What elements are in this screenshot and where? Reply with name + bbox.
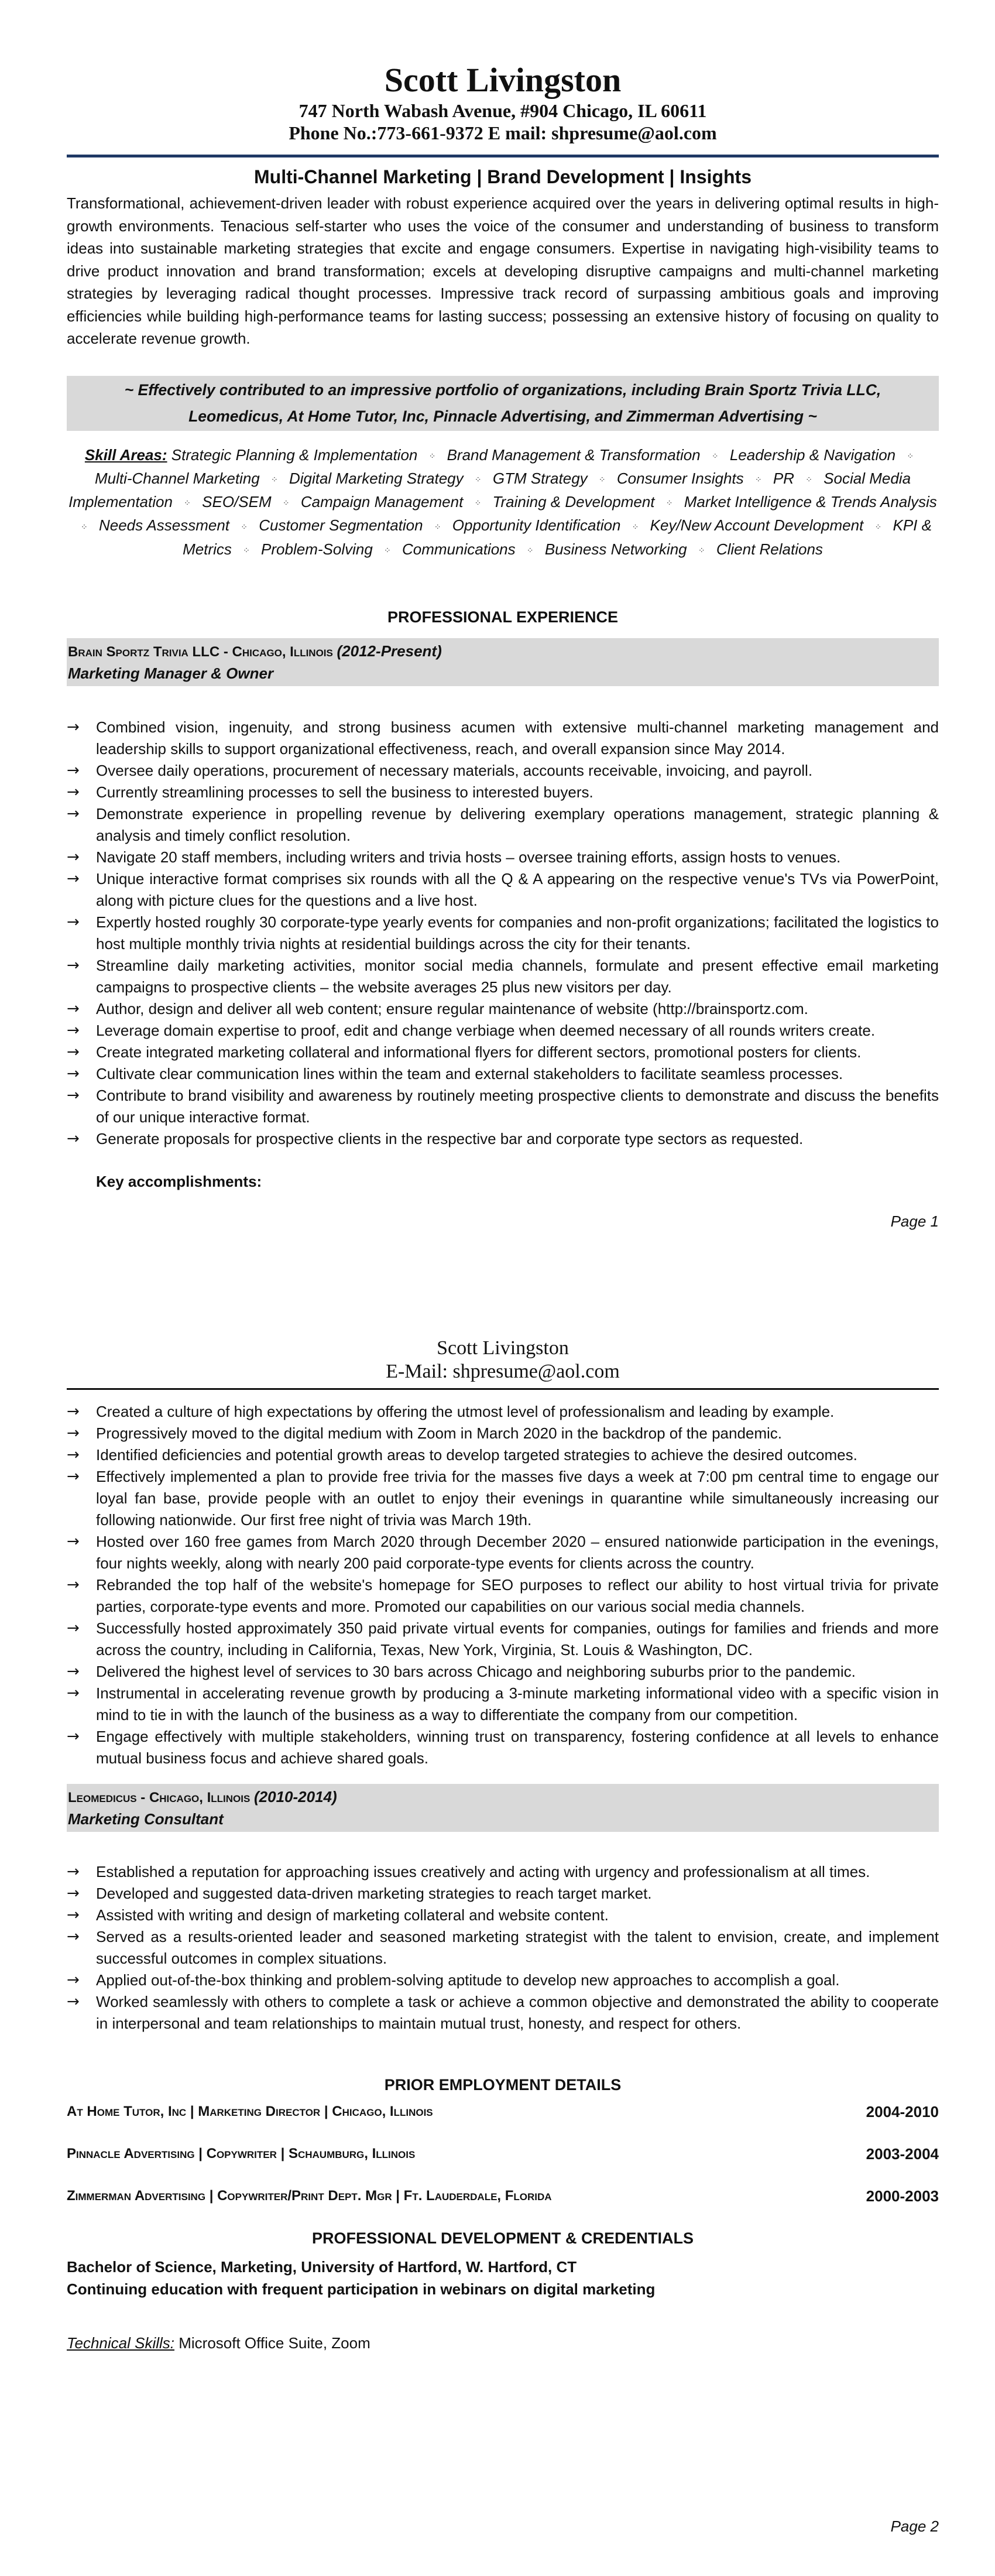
bullet-text: Engage effectively with multiple stakeholders, winning trust on transparency, fostering confidence at all levels to enhance mutual business focus and achieve shared goals. [96,1728,939,1767]
skill-item: Communications [402,540,516,558]
bullet-item [67,1618,939,1661]
skill-areas-label: Skill Areas: [84,446,167,464]
bullet-text: Create integrated marketing collateral and informational flyers for different sectors, promotional posters for clients. [96,1043,862,1061]
page-number-2: Page 2 [890,2517,939,2535]
arrow-icon: → [67,1424,80,1442]
job-company-line [68,640,938,663]
arrow-icon: → [67,1468,80,1485]
bullet-text: Created a culture of high expectations by offering the utmost level of professionalism and leading by example. [96,1403,835,1420]
bullet-item [67,1574,939,1618]
bullet-text: Successfully hosted approximately 350 paid private virtual events for companies, outings for families and friends and more across the country, including in California, Texas, New York, Virginia, St. Louis & Washington, DC. [96,1619,939,1659]
technical-skills-label: Technical Skills: [67,2334,175,2352]
skill-item: Brand Management & Transformation [447,446,701,464]
bullet-item [67,1683,939,1726]
arrow-icon: → [67,805,80,823]
arrow-icon: → [67,783,80,801]
skill-item: GTM Strategy [492,470,588,488]
prior-employer: Pinnacle Advertising | Copywriter | Schaumburg, Illinois [67,2146,416,2161]
headline: Multi-Channel Marketing | Brand Development | Insights [254,166,752,187]
bullet-text: Worked seamlessly with others to complete a task or achieve a common objective and demonstrated the ability to cooperate in interpersonal and team relationships to maintain mutual trust, honesty, and respect for others. [96,1993,939,2032]
bullet-item [67,1926,939,1969]
bullet-item [67,1726,939,1769]
bullet-item [67,1466,939,1531]
bullet-item [67,1401,939,1423]
skill-separator: ⁘ [474,475,482,485]
bullet-text: Author, design and deliver all web content; ensure regular maintenance of website (http://brainsportz.com. [96,1000,808,1018]
skill-separator: ⁘ [434,522,441,532]
key-accomplishments-label: Key accomplishments: [96,1173,262,1190]
prior-employment-row [67,2143,939,2164]
arrow-icon: → [67,1130,80,1147]
continuing-education: Continuing education with frequent participation in webinars on digital marketing [67,2280,656,2298]
skill-item: Customer Segmentation [259,516,423,535]
bullet-text: Combined vision, ingenuity, and strong business acumen with extensive multi-channel marketing management and leadership skills to support organizational effectiveness, reach, and overall expansion since May 2014. [96,718,939,758]
bullet-item [67,1085,939,1128]
bullet-text: Established a reputation for approaching issues creatively and acting with urgency and professionalism at all times. [96,1863,870,1880]
arrow-icon: → [67,1087,80,1104]
page-2 [0,1268,995,2576]
page-1 [0,0,995,1268]
bullet-text: Applied out-of-the-box thinking and problem-solving aptitude to develop new approaches to accomplish a goal. [96,1971,840,1989]
arrow-icon: → [67,913,80,931]
skill-separator: ⁘ [81,522,88,532]
skill-separator: ⁘ [698,545,705,555]
arrow-icon: → [67,1663,80,1680]
arrow-icon: → [67,1022,80,1039]
skill-item: Client Relations [716,540,823,558]
arrow-icon: → [67,1619,80,1637]
bullet-item [67,717,939,760]
bullet-text: Demonstrate experience in propelling revenue by delivering exemplary operations management, strategic planning & analysis and timely conflict resolution. [96,805,939,844]
bullet-item [67,1991,939,2034]
job1-bullet-list [67,717,939,1150]
arrow-icon: → [67,1043,80,1061]
bullet-text: Served as a results-oriented leader and seasoned marketing strategist with the talent to envision, create, and implement successful outcomes in complex situations. [96,1928,939,1967]
bullet-text: Hosted over 160 free games from March 2020 through December 2020 – ensured nationwide participation in the evenings, four nights weekly, along with nearly 200 paid corporate-type events for clients across the country. [96,1533,939,1572]
skill-item: Strategic Planning & Implementation [171,446,418,464]
job-header-leomedicus [67,1784,939,1832]
bullet-text: Effectively implemented a plan to provide free trivia for the masses five days a week at 7:00 pm central time to engage our loyal fan base, provide people with an outlet to enjoy their evenings in quarantine while simultaneously increasing our following nationwide. Our first free night of trivia was March 19th. [96,1468,939,1529]
job-header-brain-sportz [67,638,939,686]
skill-separator: ⁘ [907,451,914,461]
skill-item: Opportunity Identification [452,516,621,535]
skill-item: PR [773,470,794,488]
skill-item: Training & Development [492,493,655,511]
bullet-text: Progressively moved to the digital medium with Zoom in March 2020 in the backdrop of the pandemic. [96,1424,783,1442]
skill-separator: ⁘ [474,498,482,508]
skill-separator: ⁘ [754,475,762,485]
skill-areas [67,444,939,561]
prior-employment-row [67,2186,939,2207]
bullet-text: Expertly hosted roughly 30 corporate-type yearly events for companies and non-profit organizations; facilitated the logistics to host multiple monthly trivia nights at residential buildings across the city for their tenants. [96,913,939,953]
bullet-text: Contribute to brand visibility and awareness by routinely meeting prospective clients to demonstrate and discuss the benefits of our unique interactive format. [96,1087,939,1126]
arrow-icon: → [67,1533,80,1550]
technical-skills [67,2332,939,2354]
bullet-text: Rebranded the top half of the website's homepage for SEO purposes to reflect our ability to host virtual trivia for private parties, corporate-type events and more. Promoted our capabilities on our various social media channels. [96,1576,939,1615]
bullet-text: Assisted with writing and design of marketing collateral and website content. [96,1906,609,1924]
prior-employment-row [67,2101,939,2122]
bullet-item [67,1904,939,1926]
skill-item: KPI & Metrics [183,516,932,558]
job-company-line [68,1786,938,1808]
bullet-text: Delivered the highest level of services to 30 bars across Chicago and neighboring suburbs prior to the pandemic. [96,1663,856,1680]
summary-paragraph: Transformational, achievement-driven leader with robust experience acquired over the years in delivering optimal results in high-growth environments. Tenacious self-starter who uses the voice of the consumer and understanding of business to transform ideas into sustainable marketing strategies that excite and engage consumers. Expertise in navigating high-visibility teams to drive product innovation and brand transformation; excels at developing disruptive campaigns and multi-channel marketing strategies by leveraging radical thought processes. Impressive track record of surpassing ambitious goals and improving efficiencies while building high-performance teams for lasting success; possessing an extensive history of focusing on quality to accelerate revenue growth. [67,194,939,347]
page-number-1: Page 1 [890,1212,939,1230]
bullet-item [67,1042,939,1063]
arrow-icon: → [67,762,80,779]
page2-email: E-Mail: shpresume@aol.com [386,1361,620,1382]
skill-item: Campaign Management [300,493,464,511]
arrow-icon: → [67,1000,80,1018]
bullet-text: Leverage domain expertise to proof, edit and change verbiage when deemed necessary of all rounds writers create. [96,1022,876,1039]
arrow-icon: → [67,1885,80,1902]
skill-item: Consumer Insights [616,470,744,488]
arrow-icon: → [67,848,80,866]
bullet-item [67,998,939,1020]
job2-bullet-list [67,1861,939,2034]
bullet-item [67,760,939,782]
prior-years: 2003-2004 [866,2145,939,2163]
job-role: Marketing Manager & Owner [68,664,274,682]
skill-list [68,446,937,558]
arrow-icon: → [67,1576,80,1594]
bullet-text: Oversee daily operations, procurement of necessary materials, accounts receivable, invoicing, and payroll. [96,762,813,779]
job-years: (2012-Present) [337,642,442,660]
accomplishment-list [67,1401,939,1769]
job-company: Leomedicus - Chicago, Illinois [68,1790,251,1806]
bullet-item [67,868,939,912]
bullet-text: Streamline daily marketing activities, monitor social media channels, formulate and present effective email marketing campaigns to prospective clients – the website averages 25 plus new visitors per day. [96,957,939,996]
skill-separator: ⁘ [184,498,191,508]
skill-item: Social Media Implementation [68,470,911,511]
candidate-name: Scott Livingston [384,61,622,99]
bullet-item [67,782,939,803]
skill-separator: ⁘ [270,475,278,485]
skill-separator: ⁘ [632,522,639,532]
arrow-icon: → [67,1906,80,1924]
degree: Bachelor of Science, Marketing, University of Hartford, W. Hartford, CT [67,2258,577,2276]
portfolio-banner: ~ Effectively contributed to an impressive portfolio of organizations, including Brain Sportz Trivia LLC, Leomedicus, At Home Tutor, Inc, Pinnacle Advertising, and Zimmerman Advertising ~ [67,376,939,431]
skill-separator: ⁘ [874,522,882,532]
resume-header [67,61,939,144]
contact-line: Phone No.:773-661-9372 E mail: shpresume@aol.com [289,122,717,143]
bullet-item [67,1020,939,1042]
bullet-item [67,912,939,955]
prior-years: 2000-2003 [866,2187,939,2205]
bullet-text: Navigate 20 staff members, including writers and trivia hosts – oversee training efforts, assign hosts to venues. [96,848,841,866]
page2-candidate-name: Scott Livingston [437,1337,569,1359]
credentials-block [67,2256,939,2300]
bullet-text: Generate proposals for prospective clients in the respective bar and corporate type sectors as requested. [96,1130,804,1147]
skill-separator: ⁘ [665,498,673,508]
skill-separator: ⁘ [598,475,606,485]
arrow-icon: → [67,718,80,736]
skill-separator: ⁘ [243,545,250,555]
job-role: Marketing Consultant [68,1810,224,1828]
skill-separator: ⁘ [384,545,391,555]
bullet-text: Currently streamlining processes to sell the business to interested buyers. [96,783,593,801]
prior-years: 2004-2010 [866,2103,939,2121]
page2-header-rule [67,1388,939,1390]
section-title-prior: PRIOR EMPLOYMENT DETAILS [384,2076,622,2094]
skill-item: Leadership & Navigation [729,446,896,464]
arrow-icon: → [67,1446,80,1464]
skill-item: Business Networking [544,540,687,558]
skill-separator: ⁘ [711,451,719,461]
bullet-item [67,847,939,868]
address-line: 747 North Wabash Avenue, #904 Chicago, IL 60611 [298,100,707,121]
skill-item: Problem-Solving [261,540,373,558]
skill-separator: ⁘ [428,451,436,461]
arrow-icon: → [67,1971,80,1989]
skill-item: Market Intelligence & Trends Analysis [684,493,937,511]
prior-employer: At Home Tutor, Inc | Marketing Director | Chicago, Illinois [67,2104,433,2119]
bullet-item [67,1969,939,1991]
arrow-icon: → [67,870,80,888]
bullet-item [67,1063,939,1085]
bullet-text: Cultivate clear communication lines within the team and external stakeholders to facilitate seamless processes. [96,1065,843,1083]
skill-item: SEO/SEM [202,493,272,511]
bullet-item [67,1444,939,1466]
arrow-icon: → [67,1403,80,1420]
job-years: (2010-2014) [254,1788,337,1806]
bullet-text: Unique interactive format comprises six rounds with all the Q & A appearing on the respective venue's TVs via PowerPoint, along with picture clues for the questions and a live host. [96,870,939,909]
bullet-item [67,1661,939,1683]
arrow-icon: → [67,1728,80,1745]
skill-item: Multi-Channel Marketing [94,470,260,488]
section-title-credentials: PROFESSIONAL DEVELOPMENT & CREDENTIALS [311,2229,694,2247]
bullet-item [67,1128,939,1150]
bullet-item [67,1883,939,1904]
bullet-item [67,1423,939,1444]
prior-employment-list [67,2101,939,2207]
arrow-icon: → [67,1684,80,1702]
bullet-text: Instrumental in accelerating revenue growth by producing a 3-minute marketing informational video with a specific vision in mind to tie in with the launch of the business as a way to differentiate the company from our competition. [96,1684,939,1724]
skill-item: Digital Marketing Strategy [289,470,464,488]
bullet-item [67,955,939,998]
bullet-item [67,1861,939,1883]
technical-skills-value: Microsoft Office Suite, Zoom [179,2334,370,2352]
skill-separator: ⁘ [282,498,290,508]
prior-employer: Zimmerman Advertising | Copywriter/Print Dept. Mgr | Ft. Lauderdale, Florida [67,2188,552,2204]
job-company: Brain Sportz Trivia LLC - Chicago, Illinois [68,644,333,660]
arrow-icon: → [67,1993,80,2010]
bullet-text: Identified deficiencies and potential growth areas to develop targeted strategies to achieve the desired outcomes. [96,1446,857,1464]
skill-item: Key/New Account Development [650,516,864,535]
skill-separator: ⁘ [241,522,248,532]
skill-item: Needs Assessment [98,516,230,535]
bullet-text: Developed and suggested data-driven marketing strategies to reach target market. [96,1885,652,1902]
skill-separator: ⁘ [526,545,534,555]
section-title-experience: PROFESSIONAL EXPERIENCE [387,608,619,626]
header-rule [67,155,939,157]
bullet-item [67,1531,939,1574]
skill-separator: ⁘ [805,475,812,485]
arrow-icon: → [67,1863,80,1880]
page2-header [67,1337,939,1383]
arrow-icon: → [67,1928,80,1945]
arrow-icon: → [67,957,80,974]
bullet-item [67,803,939,847]
arrow-icon: → [67,1065,80,1083]
